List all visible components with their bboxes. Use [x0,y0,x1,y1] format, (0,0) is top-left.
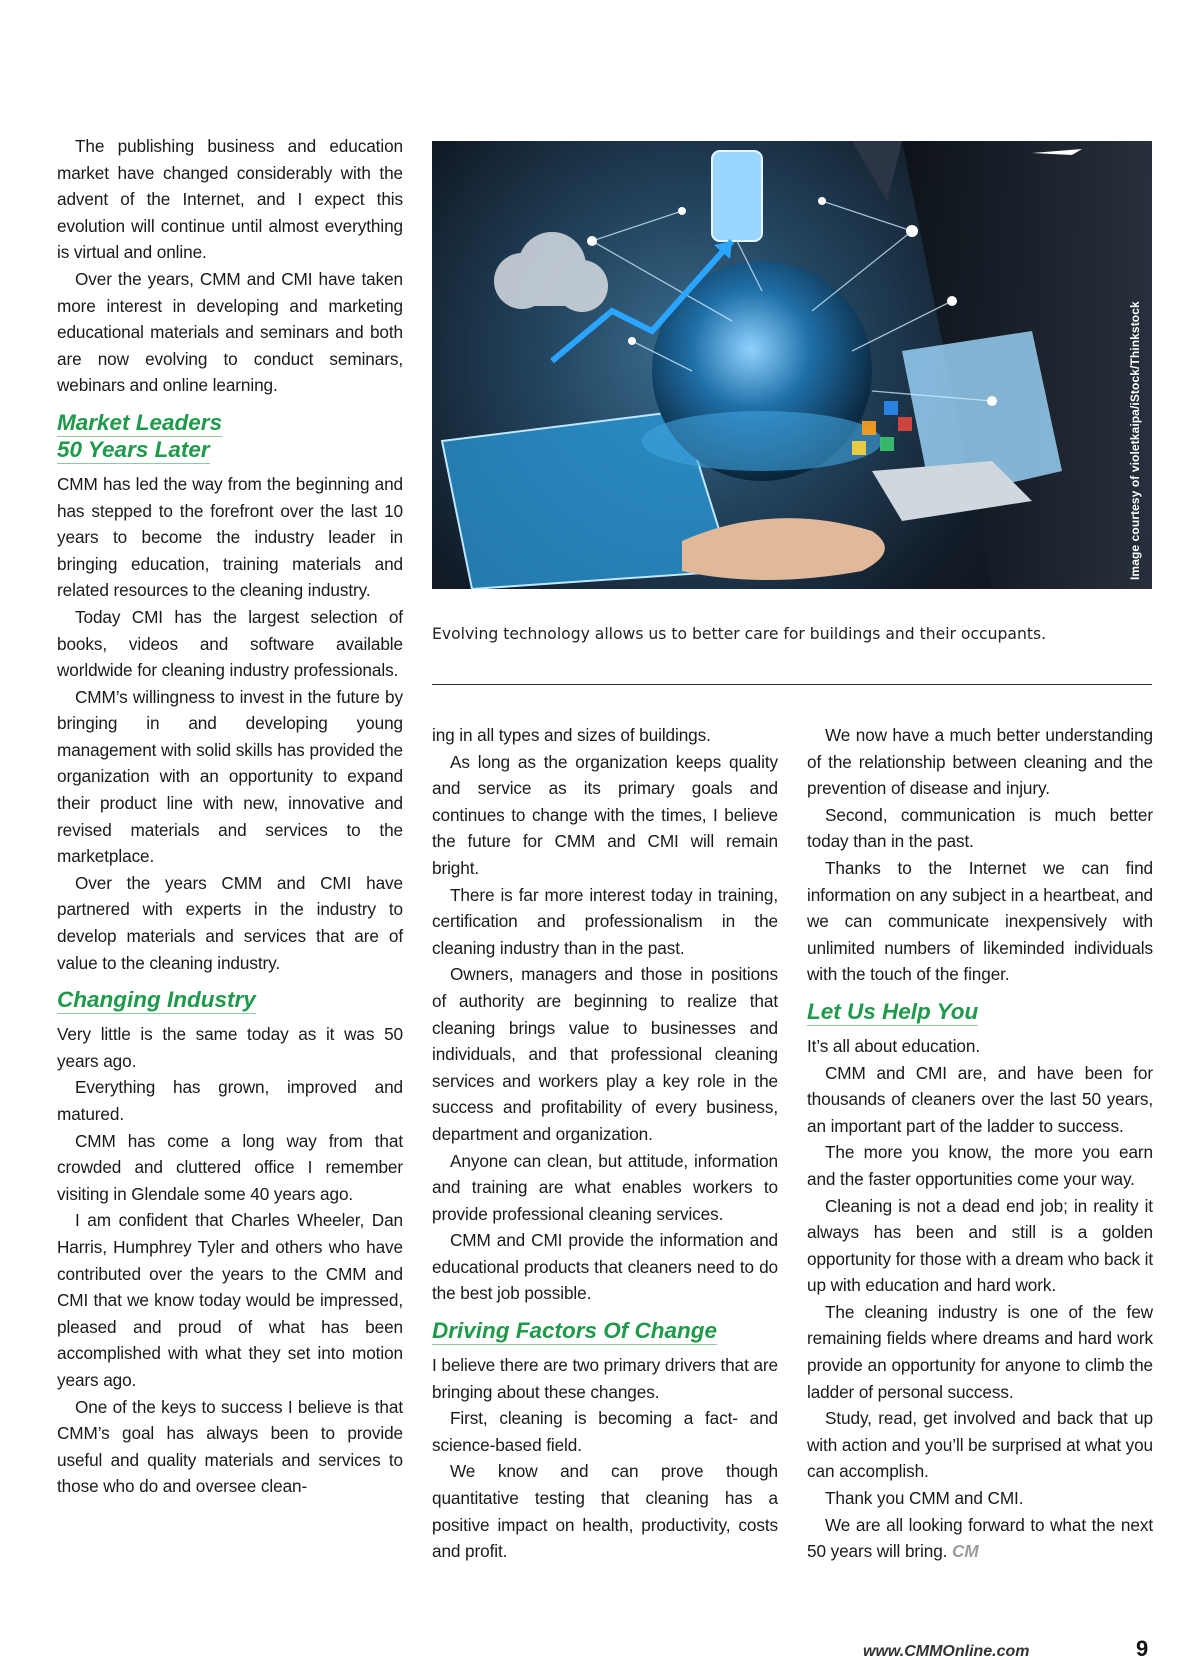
column-left [57,133,403,1500]
paragraph: Cleaning is not a dead end job; in reality it always has been and still is a golden opportunity for those with a dream who back it up with education and hard work. [807,1195,1154,1296]
paragraph: Thanks to the Internet we can find information on any subject in a heartbeat, and we can communicate inexpensively with unlimited numbers of likeminded individuals with the touch of the finger. [807,857,1153,985]
paragraph: Owners, managers and those in positions of authority are beginning to realize that cleaning brings value to businesses and individuals, and that professional cleaning services and workers play a key role in the success and profitability of every business, department and organization. [432,964,778,1144]
paragraph: CMM and CMI provide the information and educational products that cleaners need to do the best job possible. [432,1230,778,1304]
paragraph: I am confident that Charles Wheeler, Dan Harris, Humphrey Tyler and others who have contributed over the years to the CMM and CMI that we know today would be impressed, pleased and proud of what has been accomplished with what they set into motion years ago. [57,1210,403,1390]
paragraph: The cleaning industry is one of the few remaining fields where dreams and hard work provide an opportunity for anyone to climb the ladder of personal success. [807,1301,1153,1402]
paragraph: Everything has grown, improved and matured. [57,1077,403,1124]
tie-shape [852,141,902,201]
paragraph: CMM has come a long way from that crowded and cluttered office I remember visiting in Glendale some 40 years ago. [57,1130,403,1204]
heading-line: Let Us Help You [807,998,979,1024]
heading-line: Driving Factors Of Change [432,1318,718,1344]
paragraph: First, cleaning is becoming a fact- and science-based field. [432,1408,778,1455]
section-heading-market-leaders [57,409,403,463]
paragraph: CMM’s willingness to invest in the future by bringing in and developing young management with solid skills has provided the organization with an opportunity to expand their product line with new, innovative and revised materials and services to the marketplace. [57,686,403,867]
paragraph: The publishing business and education market have changed considerably with the advent of the Internet, and I expect this evolution will continue until almost everything is virtual and online. [57,136,403,263]
paragraph: Study, read, get involved and back that up with action and you’ll be surprised at what you can accomplish. [807,1408,1153,1482]
divider [432,684,1152,685]
paragraph: Very little is the same today as it was 50 years ago. [57,1024,403,1071]
section-heading-driving-factors [432,1317,778,1344]
paragraph: Today CMI has the largest selection of books, videos and software available worldwide for cleaning industry professionals. [57,606,403,681]
paragraph: As long as the organization keeps quality and service as its primary goals and continues to change with the times, I believe the future for CMM and CMI will remain bright. [432,751,778,878]
paragraph: Over the years, CMM and CMI have taken more interest in developing and marketing educational materials and seminars and both are now evolving to conduct seminars, webinars and online learning. [57,268,403,396]
column-middle [432,722,778,1565]
signoff-mark: CM [952,1541,979,1562]
figure-caption: Evolving technology allows us to better care for buildings and their occupants. [432,625,1047,643]
heading-line: Changing Industry [57,987,256,1013]
paragraph: Thank you CMM and CMI. [825,1488,1024,1509]
heading-line: 50 Years Later [57,436,210,462]
paragraph: We now have a much better understanding of the relationship between cleaning and the prevention of disease and injury. [807,725,1153,799]
page-number: 9 [1136,1636,1149,1661]
website-url: www.CMMOnline.com [863,1643,1030,1660]
section-heading-changing-industry [57,986,403,1013]
paragraph: Anyone can clean, but attitude, information and training are what enables workers to provide professional cleaning services. [432,1150,778,1224]
paragraph: There is far more interest today in training, certification and professionalism in the cleaning industry than in the past. [432,884,778,958]
heading-line: Market Leaders [57,409,223,435]
paragraph: We know and can prove though quantitative testing that cleaning has a positive impact on health, productivity, costs and profit. [432,1461,778,1562]
paragraph: The more you know, the more you earn and the faster opportunities come your way. [807,1142,1153,1189]
technology-photo [432,141,1152,589]
paragraph: It’s all about education. [807,1035,981,1056]
phone-shape [712,151,762,241]
paragraph: Second, communication is much better today than in the past. [807,804,1153,852]
globe-base [642,411,882,471]
paragraph: CMM and CMI are, and have been for thousands of cleaners over the last 50 years, an important part of the ladder to success. [807,1062,1153,1136]
paragraph: CMM has led the way from the beginning and has stepped to the forefront over the last 10 years to become the industry leader in bringing education, training materials and related resources to the cleaning industry. [57,473,403,601]
image-credit: Image courtesy of violetkaipa/iStock/Thinkstock [1128,301,1142,580]
paragraph: ing in all types and sizes of buildings. [432,725,711,745]
paragraph [807,1512,1153,1565]
section-heading-let-us-help [807,998,1153,1025]
paragraph-text: We are all looking forward to what the next 50 years will bring. [807,1514,1153,1562]
technology-illustration [432,141,1152,589]
paragraph: One of the keys to success I believe is that CMM’s goal has always been to provide useful and quality materials and services to those who do and oversee clean- [57,1396,403,1497]
column-right [807,722,1153,1565]
paragraph: I believe there are two primary drivers that are bringing about these changes. [432,1355,778,1402]
paragraph: Over the years CMM and CMI have partnered with experts in the industry to develop materials and services that are of value to the cleaning industry. [57,872,403,973]
